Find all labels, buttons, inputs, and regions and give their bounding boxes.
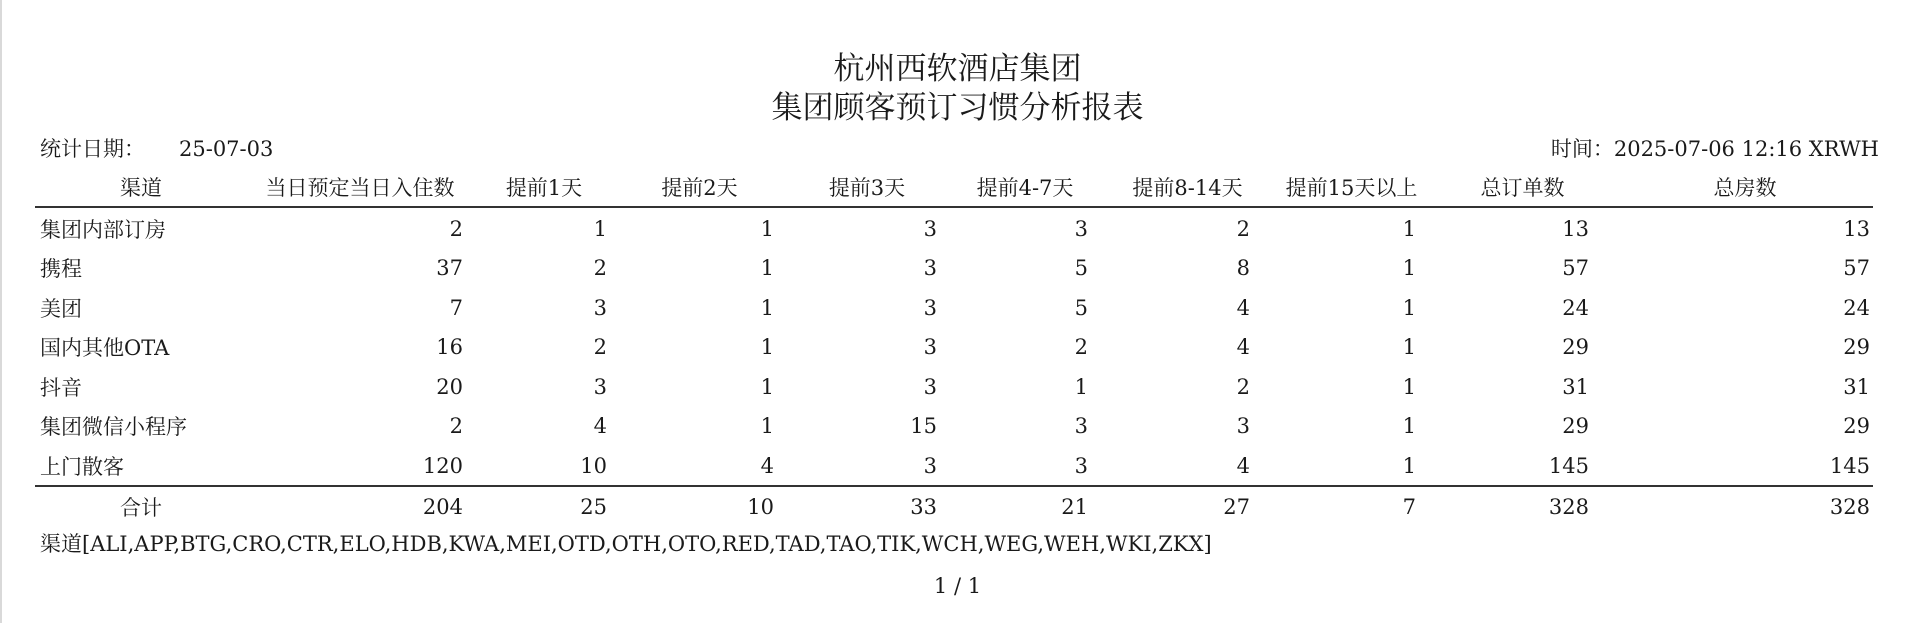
cell-15-plus-days: 1 [1402,453,1416,478]
cell-same-day: 7 [449,295,463,320]
cell-8-14-days: 8 [1236,256,1250,281]
report-title: 集团顾客预订习惯分析报表 [771,90,1144,126]
cell-15-plus-days: 1 [1402,216,1416,241]
cell-15-plus-days: 1 [1402,256,1416,281]
total-3-days: 33 [910,495,937,519]
totals-row [35,486,1873,527]
cell-4-7-days: 3 [1074,453,1088,478]
cell-2-days: 4 [760,453,774,478]
cell-4-7-days: 5 [1074,295,1088,320]
cell-total-orders: 13 [1562,216,1589,241]
channel-name: 上门散客 [40,454,124,479]
cell-same-day: 20 [436,374,463,399]
table-header-row [35,169,1873,205]
cell-2-days: 1 [760,256,774,281]
cell-same-day: 120 [422,453,463,478]
channel-name: 集团内部订房 [40,217,166,242]
hotel-group-name: 杭州西软酒店集团 [833,51,1082,87]
header-15-plus-days: 提前15天以上 [1285,176,1418,200]
total-8-14-days: 27 [1223,495,1250,519]
total-same-day: 204 [422,495,463,519]
cell-total-rooms: 13 [1843,216,1870,241]
channel-name: 集团微信小程序 [40,415,187,440]
cell-15-plus-days: 1 [1402,335,1416,360]
cell-2-days: 1 [760,414,774,439]
header-1-day: 提前1天 [505,176,583,200]
cell-15-plus-days: 1 [1402,414,1416,439]
cell-total-rooms: 24 [1843,295,1870,320]
table-row [35,407,1873,447]
cell-total-orders: 145 [1548,453,1589,478]
header-4-7-days: 提前4-7天 [976,176,1074,200]
table-row [35,209,1873,249]
print-time: 时间：2025-07-06 12:16 XRWH [1550,137,1879,161]
cell-1-day: 4 [593,414,607,439]
cell-3-days: 3 [923,374,937,399]
table-row [35,328,1873,368]
cell-total-rooms: 29 [1843,414,1870,439]
page-indicator: 1 / 1 [933,574,982,598]
cell-same-day: 37 [436,256,463,281]
cell-1-day: 2 [593,256,607,281]
cell-1-day: 1 [593,216,607,241]
cell-4-7-days: 3 [1074,216,1088,241]
cell-2-days: 1 [760,335,774,360]
cell-3-days: 15 [910,414,937,439]
cell-3-days: 3 [923,295,937,320]
cell-total-orders: 24 [1562,295,1589,320]
header-3-days: 提前3天 [828,176,906,200]
cell-total-orders: 31 [1562,374,1589,399]
cell-2-days: 1 [760,374,774,399]
stat-date [40,135,273,163]
table-row [35,367,1873,407]
total-4-7-days: 21 [1061,495,1088,519]
cell-total-rooms: 145 [1829,453,1870,478]
cell-2-days: 1 [760,216,774,241]
stat-date-value: 25-07-03 [179,137,274,161]
stat-date-label: 统计日期： [40,137,145,161]
channel-name: 国内其他OTA [40,336,170,361]
header-same-day: 当日预定当日入住数 [265,176,455,200]
cell-15-plus-days: 1 [1402,295,1416,320]
cell-8-14-days: 4 [1236,335,1250,360]
channel-name: 携程 [40,257,82,282]
cell-3-days: 3 [923,453,937,478]
channel-code-footnote: 渠道[ALI,APP,BTG,CRO,CTR,ELO,HDB,KWA,MEI,OTD,OTH,OTO,RED,TAD,TAO,TIK,WCH,WEG,WEH,WKI,ZKX] [40,532,1212,556]
cell-8-14-days: 4 [1236,295,1250,320]
total-1-day: 25 [580,495,607,519]
cell-8-14-days: 2 [1236,374,1250,399]
cell-total-rooms: 57 [1843,256,1870,281]
cell-4-7-days: 5 [1074,256,1088,281]
cell-3-days: 3 [923,335,937,360]
cell-total-orders: 57 [1562,256,1589,281]
channel-name: 美团 [40,296,82,321]
cell-1-day: 3 [593,374,607,399]
table-row [35,288,1873,328]
cell-4-7-days: 2 [1074,335,1088,360]
header-2-days: 提前2天 [661,176,738,200]
cell-2-days: 1 [760,295,774,320]
total-orders: 328 [1548,495,1589,519]
cell-15-plus-days: 1 [1402,374,1416,399]
cell-total-orders: 29 [1562,335,1589,360]
cell-1-day: 2 [593,335,607,360]
header-total-orders: 总订单数 [1480,176,1565,200]
total-15-plus-days: 7 [1402,495,1416,519]
cell-total-orders: 29 [1562,414,1589,439]
header-total-rooms: 总房数 [1713,176,1777,200]
cell-total-rooms: 29 [1843,335,1870,360]
cell-4-7-days: 1 [1074,374,1088,399]
cell-same-day: 16 [436,335,463,360]
cell-8-14-days: 2 [1236,216,1250,241]
cell-1-day: 10 [580,453,607,478]
total-rooms: 328 [1829,495,1870,519]
cell-same-day: 2 [449,216,463,241]
header-channel: 渠道 [120,176,162,200]
cell-8-14-days: 3 [1236,414,1250,439]
channel-name: 抖音 [40,375,82,400]
table-row [35,249,1873,289]
header-8-14-days: 提前8-14天 [1132,176,1243,200]
cell-3-days: 3 [923,216,937,241]
cell-3-days: 3 [923,256,937,281]
cell-1-day: 3 [593,295,607,320]
cell-4-7-days: 3 [1074,414,1088,439]
booking-habit-table [35,169,1873,527]
total-2-days: 10 [747,495,774,519]
cell-total-rooms: 31 [1843,374,1870,399]
cell-8-14-days: 4 [1236,453,1250,478]
cell-same-day: 2 [449,414,463,439]
table-row [35,446,1873,486]
totals-label: 合计 [120,496,162,520]
